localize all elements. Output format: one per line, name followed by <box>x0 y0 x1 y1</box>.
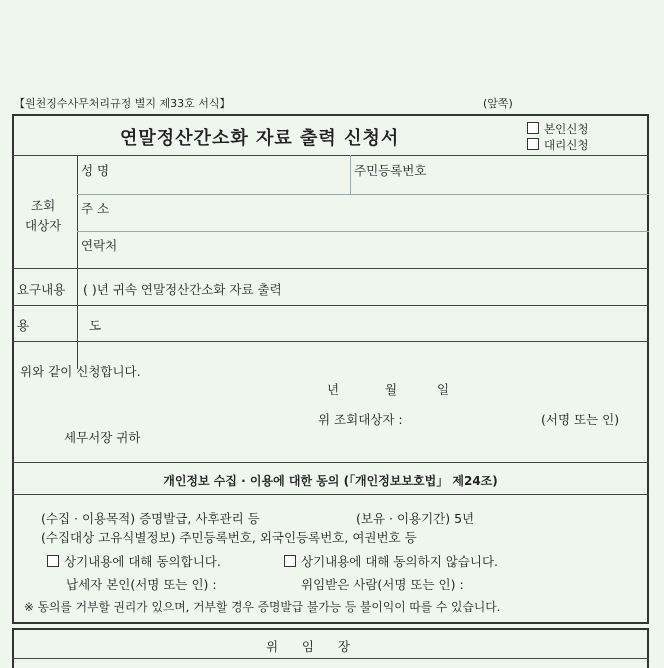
delegate-signature-label: 위임받은 사람(서명 또는 인) : <box>301 577 464 592</box>
applicant-label: 위 조회대상자 : <box>318 412 403 427</box>
rrn-field[interactable] <box>450 156 645 192</box>
subject-section-label-2: 대상자 <box>25 218 62 233</box>
declaration-statement: 위와 같이 신청합니다. <box>20 364 141 379</box>
divider <box>350 155 351 194</box>
contact-label: 연락처 <box>81 238 118 253</box>
divider <box>12 658 649 659</box>
consent-notice: ※ 동의를 거부할 권리가 있으며, 거부할 경우 증명발급 불가능 등 불이익이 따를 수 있습니다. <box>24 600 501 614</box>
consent-agree-label: 상기내용에 대해 동의합니다. <box>64 554 221 569</box>
checkbox-icon[interactable] <box>284 555 296 567</box>
divider <box>12 494 649 495</box>
address-field[interactable] <box>150 196 645 229</box>
purpose-field[interactable] <box>82 309 642 337</box>
recipient-label: 세무서장 귀하 <box>64 430 141 445</box>
consent-title: 개인정보 수집 · 이용에 대한 동의 (「개인정보보호법」 제24조) <box>163 474 498 488</box>
name-label: 성 명 <box>81 163 110 178</box>
self-application-option[interactable] <box>527 121 588 137</box>
proxy-application-option[interactable] <box>527 137 588 153</box>
page-side-label: (앞쪽) <box>483 97 513 110</box>
divider <box>12 462 649 463</box>
divider <box>12 341 649 342</box>
request-year-field[interactable] <box>92 274 152 296</box>
checkbox-icon[interactable] <box>47 555 59 567</box>
checkbox-icon[interactable] <box>527 122 539 134</box>
divider <box>12 268 649 269</box>
proxy-application-label: 대리신청 <box>544 138 589 152</box>
taxpayer-signature-label: 납세자 본인(서명 또는 인) : <box>66 577 217 592</box>
divider <box>77 231 649 232</box>
consent-agree-option[interactable] <box>47 552 221 570</box>
name-field[interactable] <box>150 156 345 192</box>
contact-field[interactable] <box>150 233 645 266</box>
date-year-label: 년 <box>327 382 340 397</box>
date-day-label: 일 <box>437 382 450 397</box>
form-title: 연말정산간소화 자료 출력 신청서 <box>120 128 400 149</box>
request-text: ( )년 귀속 연말정산간소화 자료 출력 <box>83 282 282 297</box>
divider <box>12 305 649 306</box>
consent-purpose: (수집 · 이용목적) 증명발급, 사후관리 등 <box>41 511 260 526</box>
checkbox-icon[interactable] <box>527 138 539 150</box>
consent-retention: (보유 · 이용기간) 5년 <box>356 511 475 526</box>
request-label: 요구내용 <box>17 282 66 297</box>
divider <box>77 194 649 195</box>
subject-section-label-1: 조회 <box>31 198 56 213</box>
form-number-note: 【원천징수사무처리규정 별지 제33호 서식】 <box>14 97 231 110</box>
purpose-label: 용 도 <box>17 318 130 333</box>
delegation-title: 위 임 장 <box>266 639 350 654</box>
applicant-signature-label: (서명 또는 인) <box>541 412 620 427</box>
address-label: 주 소 <box>81 201 110 216</box>
consent-items: (수집대상 고유식별정보) 주민등록번호, 외국인등록번호, 여권번호 등 <box>41 530 417 545</box>
rrn-label: 주민등록번호 <box>354 163 427 178</box>
divider <box>77 155 78 369</box>
consent-disagree-option[interactable] <box>284 552 498 570</box>
self-application-label: 본인신청 <box>544 122 589 136</box>
consent-disagree-label: 상기내용에 대해 동의하지 않습니다. <box>301 554 499 569</box>
date-month-label: 월 <box>385 382 398 397</box>
